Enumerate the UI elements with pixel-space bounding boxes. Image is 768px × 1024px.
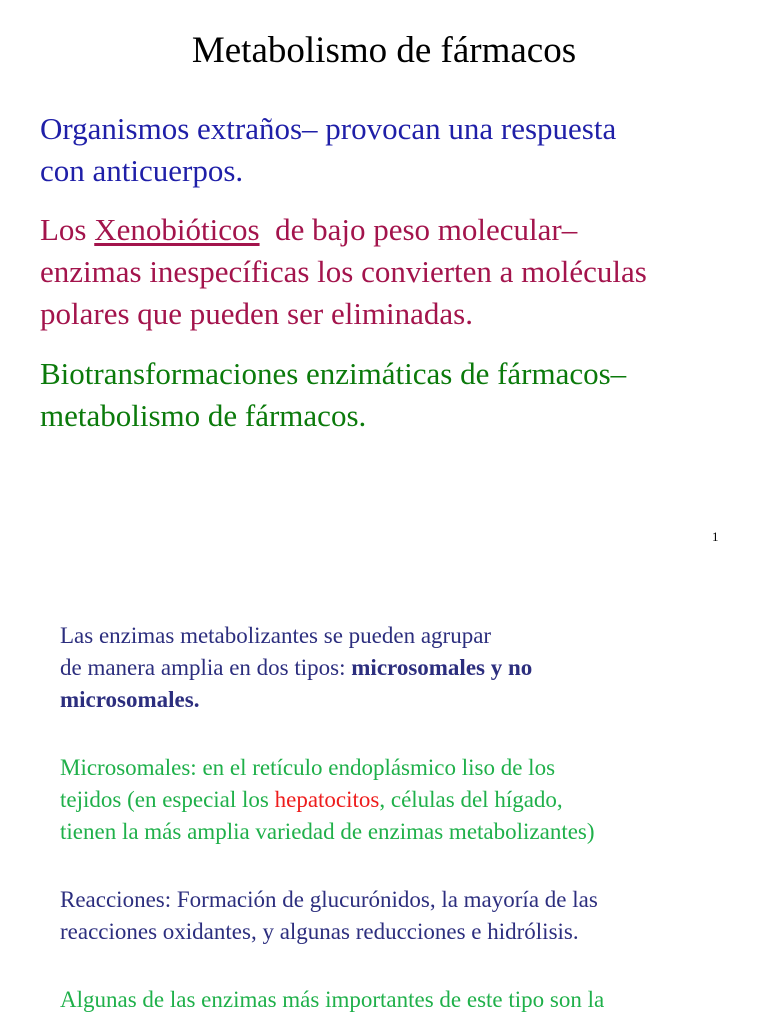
text-line: polares que pueden ser eliminadas. — [40, 296, 473, 331]
text-line: Algunas de las enzimas más importantes de este tipo son la — [60, 987, 605, 1012]
text-line: Microsomales: en el retículo endoplásmico liso de los — [60, 755, 556, 780]
text-line: Organismos extraños– provocan una respuesta — [40, 111, 617, 146]
paragraph-biotransformations — [40, 353, 760, 437]
text-line: Biotransformaciones enzimáticas de fármacos– — [40, 356, 627, 391]
text-segment: de bajo peso molecular– — [259, 212, 578, 247]
paragraph-foreign-organisms — [40, 108, 760, 192]
hepatocitos-term: hepatocitos — [274, 787, 380, 812]
text-segment: , células del hígado, — [379, 787, 563, 812]
text-line: con anticuerpos. — [40, 153, 244, 188]
paragraph-microsomal — [60, 752, 760, 848]
text-segment: Los — [40, 212, 95, 247]
slide-2 — [0, 560, 768, 1024]
text-line: Reacciones: Formación de glucurónidos, la mayoría de las — [60, 887, 598, 912]
paragraph-reactions — [60, 884, 760, 948]
text-segment: tejidos (en especial los — [60, 787, 275, 812]
paragraph-important-enzymes — [60, 984, 760, 1016]
bold-term: microsomales. — [60, 687, 200, 712]
text-segment: de manera amplia en dos tipos: — [60, 655, 352, 680]
text-line: metabolismo de fármacos. — [40, 398, 367, 433]
paragraph-enzyme-types — [60, 620, 760, 716]
text-line: Las enzimas metabolizantes se pueden agrupar — [60, 623, 492, 648]
paragraph-xenobiotics — [40, 209, 760, 335]
page-number: 1 — [712, 529, 719, 544]
text-line: enzimas inespecíficas los convierten a moléculas — [40, 254, 647, 289]
slide-title: Metabolismo de fármacos — [191, 30, 577, 71]
text-line: reacciones oxidantes, y algunas reducciones e hidrólisis. — [60, 919, 579, 944]
bold-term: microsomales y no — [351, 655, 533, 680]
text-line: tienen la más amplia variedad de enzimas metabolizantes) — [60, 819, 595, 844]
xenobioticos-term: Xenobióticos — [94, 212, 260, 247]
